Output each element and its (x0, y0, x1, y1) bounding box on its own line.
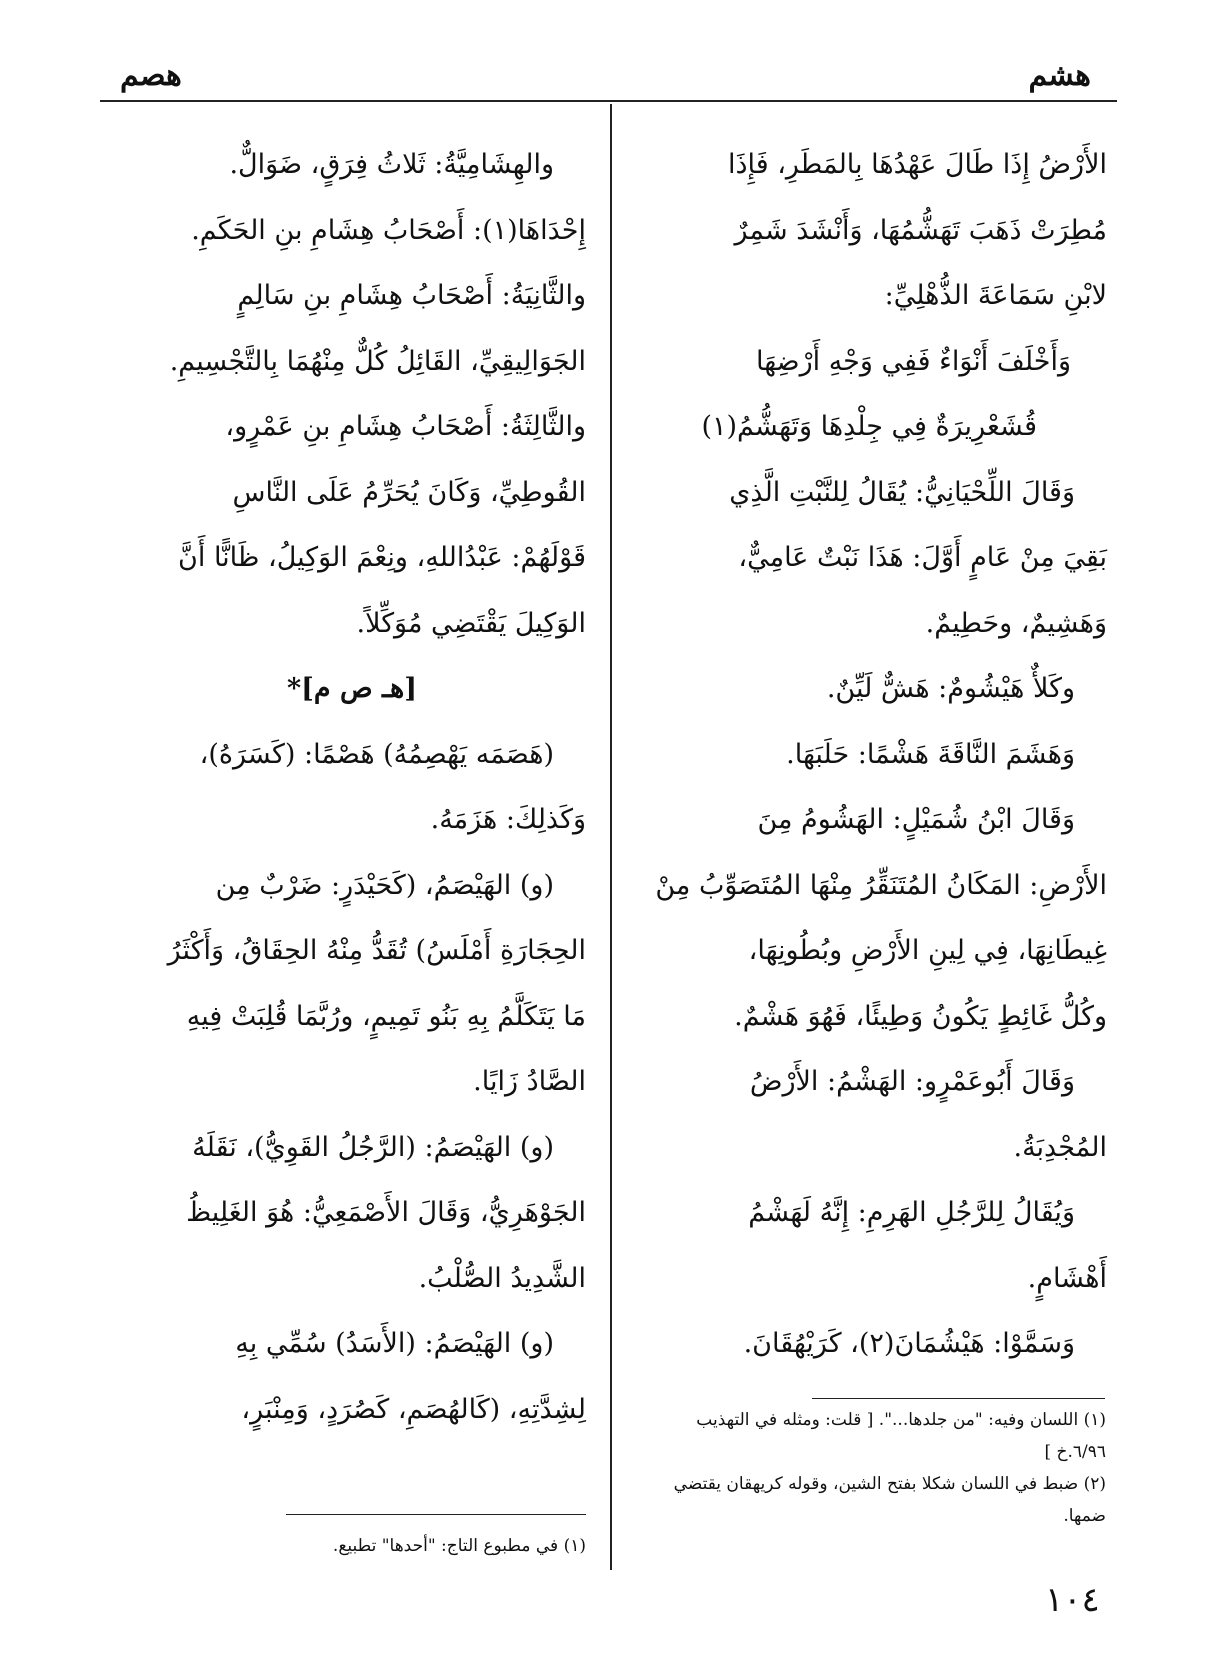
text-line: وَكَذلِكَ: هَزَمَهُ. (430, 804, 586, 835)
text-line: وَسَمَّوْا: هَيْشُمَانَ(٢)، كَرَيْهُقَانَ. (743, 1328, 1075, 1359)
text-line: والثَّالِثَةُ: أَصْحَابُ هِشَامِ بنِ عَمْرٍو، (225, 411, 586, 442)
text-line: (و) الهَيْصَمُ: (الرَّجُلُ القَوِيُّ)، نَقَلَهُ (192, 1131, 554, 1163)
text-line: إِحْدَاهَا(١): أَصْحَابُ هِشَامِ بنِ الحَكَمِ. (191, 214, 586, 246)
text-line: الصَّادُ زَايًا. (473, 1066, 586, 1097)
text-line: القُوطِيِّ، وَكَانَ يُحَرِّمُ عَلَى النَّاسِ (232, 476, 586, 508)
text-line: أَهْشَامٍ. (1027, 1262, 1107, 1294)
text-line: (هَصَمَه يَهْصِمُهُ) هَصْمًا: (كَسَرَهُ)، (199, 738, 554, 770)
footnote: (١) في مطبوع التاج: "أحدها" تطبيع. (332, 1536, 586, 1556)
text-line: وَقَالَ اللِّحْيَانِيُّ: يُقَالُ لِلنَّبْتِ الَّذِي (729, 476, 1075, 508)
text-line: غِيطَانِهَا، فِي لِينِ الأَرْضِ وبُطُونِهَا، (748, 935, 1107, 966)
header-root-left: هصم (120, 58, 182, 93)
text-line: وكَلأٌ هَيْشُومٌ: هَشٌّ لَيِّنٌ. (826, 673, 1075, 704)
footnote-rule (812, 1398, 1105, 1399)
running-header (100, 58, 1117, 102)
left-footnotes (196, 1530, 586, 1562)
text-line: والثَّانِيَةُ: أَصْحَابُ هِشَامِ بنِ سَالِمٍ (237, 280, 586, 311)
left-column (118, 132, 586, 1442)
verse-line: قُشَعْرِيرَةٌ فِي جِلْدِهَا وَتَهَشُّمُ(١) (701, 411, 1037, 442)
text-line: الجَوْهَرِيُّ، وَقَالَ الأَصْمَعِيُّ: هُوَ الغَلِيظُ (186, 1197, 586, 1228)
text-line: (و) الهَيْصَمُ: (الأَسَدُ) سُمِّي بِهِ (235, 1328, 554, 1359)
text-line: الأَرْضِ: المَكَانُ المُتَنَقِّرُ مِنْهَا المُتَصَوِّبُ مِنْ (655, 869, 1107, 901)
text-line: الشَّدِيدُ الصُّلْبُ. (418, 1262, 586, 1294)
text-line: وَهَشَمَ النَّاقَةَ هَشْمًا: حَلَبَهَا. (786, 738, 1075, 770)
text-line: وَقَالَ أَبُوعَمْرٍو: الهَشْمُ: الأَرْضُ (749, 1066, 1075, 1097)
footnote: (١) اللسان وفيه: "من جلدها...". [ قلت: ومثله في التهذيب ٦/٩٦.خ ] (696, 1410, 1106, 1462)
text-line: بَقِيَ مِنْ عَامٍ أَوَّلَ: هَذَا نَبْتٌ عَامِيٌّ، (738, 542, 1107, 573)
text-line: (و) الهَيْصَمُ، (كَحَيْدَرٍ: ضَرْبٌ مِن (215, 869, 554, 901)
footnote-rule (286, 1514, 586, 1515)
text-line: الجَوَالِيقِيِّ، القَائِلُ كُلٌّ مِنْهُمَا بِالتَّجْسِيمِ. (169, 345, 586, 377)
header-root-right: هشم (1028, 58, 1091, 93)
text-line: الأَرْضُ إِذَا طَالَ عَهْدُهَا بِالمَطَرِ، فَإِذَا (727, 149, 1107, 180)
entry-heading: [هـ ص م]* (287, 673, 417, 704)
text-line: لابْنِ سَمَاعَةَ الذُّهْلِيِّ: (884, 280, 1107, 311)
text-line: وَقَالَ ابْنُ شُمَيْلٍ: الهَشُومُ مِنَ (757, 804, 1075, 835)
verse-line: وَأَخْلَفَ أَنْوَاءٌ فَفِي وَجْهِ أَرْضِهَا (755, 345, 1071, 377)
text-line: الوَكِيلَ يَقْتَضِي مُوَكِّلاً. (356, 607, 586, 639)
text-line: لِشِدَّتِهِ، (كَالهُصَمِ، كَصُرَدٍ، وَمِنْبَرٍ، (241, 1393, 586, 1425)
page-number: ١٠٤ (1045, 1580, 1100, 1620)
column-divider (610, 104, 612, 1570)
text-line: المُجْدِبَةُ. (1013, 1131, 1107, 1163)
right-footnotes (646, 1404, 1106, 1532)
footnote: (٢) ضبط في اللسان شكلا بفتح الشين، وقوله كريهقان يقتضي ضمها. (673, 1474, 1106, 1526)
text-line: الحِجَارَةِ أَمْلَسُ) تُقَدُّ مِنْهُ الحِقَاقُ، وَأَكْثَرُ (167, 935, 586, 966)
text-line: مَا يَتَكَلَّمُ بِهِ بَنُو تَمِيمٍ، ورُبَّمَا قُلِبَتْ فِيهِ (186, 1000, 586, 1032)
text-line: قَوْلَهُمْ: عَبْدُاللهِ، ونِعْمَ الوَكِيلُ، ظَانًّا أَنَّ (178, 542, 586, 573)
text-line: والهِشَامِيَّةُ: ثَلاثُ فِرَقٍ، ضَوَالٌّ. (229, 149, 554, 180)
text-line: مُطِرَتْ ذَهَبَ تَهَشُّمُهَا، وَأَنْشَدَ شَمِرٌ (734, 214, 1107, 246)
text-line: وَهَشِيمٌ، وحَطِيمٌ. (925, 607, 1107, 639)
text-line: وَيُقَالُ لِلرَّجُلِ الهَرِمِ: إِنَّهُ لَهَشْمُ (748, 1197, 1075, 1228)
right-column (642, 132, 1107, 1377)
text-line: وكُلُّ غَائِطٍ يَكُونُ وَطِيئًا، فَهُوَ هَشْمٌ. (734, 1000, 1107, 1032)
